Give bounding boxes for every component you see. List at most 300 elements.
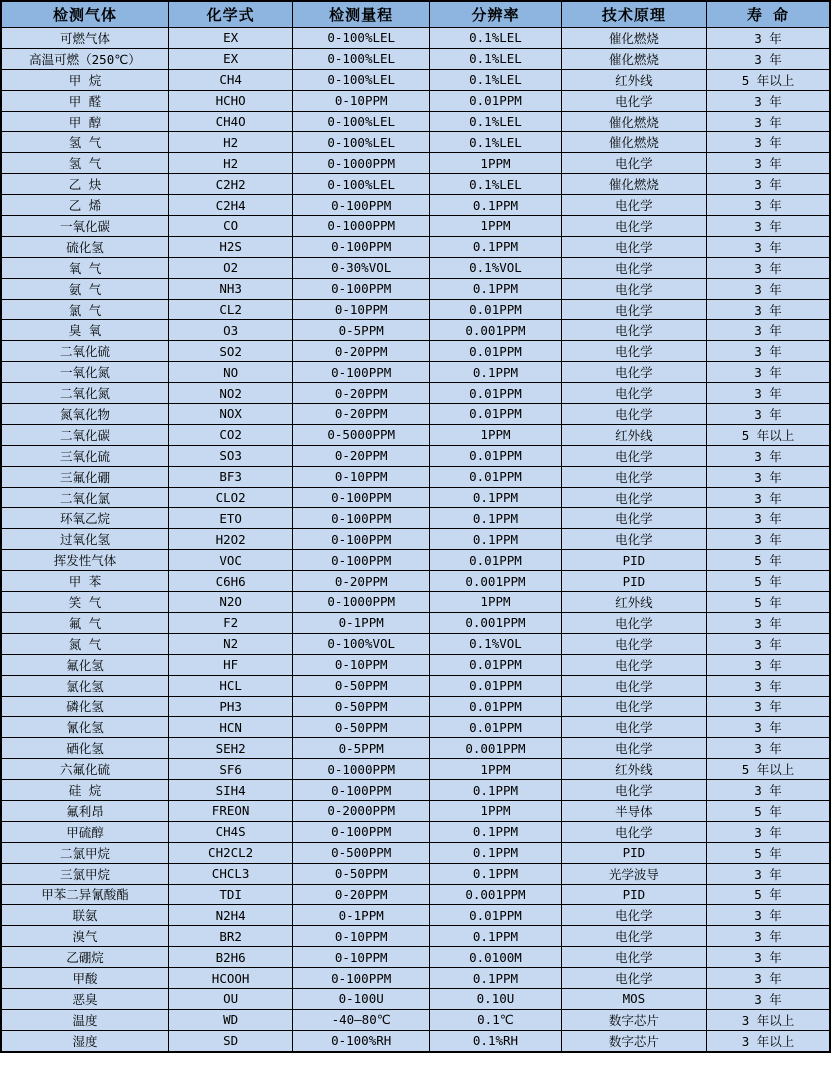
table-row	[1, 759, 830, 780]
table-cell-col0: 氮氧化物	[1, 404, 168, 425]
table-cell-col5: 3 年	[706, 508, 830, 529]
table-row	[1, 780, 830, 801]
table-row	[1, 487, 830, 508]
table-row	[1, 69, 830, 90]
table-cell-col2: 0-1000PPM	[293, 216, 430, 237]
table-cell-col4: MOS	[561, 988, 706, 1009]
table-cell-col2: 0-100PPM	[293, 529, 430, 550]
table-cell-col1: EX	[168, 28, 292, 49]
table-cell-col2: 0-1000PPM	[293, 592, 430, 613]
table-cell-col5: 3 年	[706, 654, 830, 675]
table-cell-col5: 3 年	[706, 612, 830, 633]
table-row	[1, 320, 830, 341]
table-cell-col3: 0.1PPM	[430, 508, 562, 529]
table-row	[1, 236, 830, 257]
table-cell-col1: HF	[168, 654, 292, 675]
table-cell-col5: 5 年	[706, 550, 830, 571]
table-cell-col4: 电化学	[561, 383, 706, 404]
table-cell-col3: 0.1PPM	[430, 821, 562, 842]
table-cell-col1: CH4S	[168, 821, 292, 842]
table-cell-col0: 氯化氢	[1, 675, 168, 696]
table-row	[1, 884, 830, 905]
table-cell-col4: PID	[561, 550, 706, 571]
table-cell-col1: O3	[168, 320, 292, 341]
table-cell-col3: 0.1%LEL	[430, 111, 562, 132]
table-cell-col3: 0.001PPM	[430, 884, 562, 905]
table-cell-col4: 催化燃烧	[561, 28, 706, 49]
table-cell-col0: 氟化氢	[1, 654, 168, 675]
table-cell-col0: 过氧化氢	[1, 529, 168, 550]
table-cell-col5: 3 年	[706, 195, 830, 216]
table-row	[1, 654, 830, 675]
table-cell-col3: 0.1%LEL	[430, 174, 562, 195]
table-row	[1, 842, 830, 863]
table-cell-col0: 二氯甲烷	[1, 842, 168, 863]
table-cell-col1: CH2CL2	[168, 842, 292, 863]
table-row	[1, 216, 830, 237]
table-cell-col1: HCOOH	[168, 968, 292, 989]
table-cell-col5: 3 年	[706, 362, 830, 383]
table-cell-col2: 0-1PPM	[293, 612, 430, 633]
table-cell-col2: 0-20PPM	[293, 341, 430, 362]
table-row	[1, 424, 830, 445]
table-cell-col3: 0.1PPM	[430, 529, 562, 550]
table-cell-col4: PID	[561, 884, 706, 905]
table-cell-col5: 3 年	[706, 487, 830, 508]
table-cell-col0: 二氧化硫	[1, 341, 168, 362]
table-cell-col4: 红外线	[561, 424, 706, 445]
table-cell-col5: 3 年	[706, 529, 830, 550]
table-row	[1, 675, 830, 696]
table-cell-col2: 0-100%LEL	[293, 174, 430, 195]
table-cell-col2: 0-100PPM	[293, 278, 430, 299]
table-cell-col4: 电化学	[561, 612, 706, 633]
table-cell-col0: 温度	[1, 1009, 168, 1030]
table-cell-col2: 0-50PPM	[293, 717, 430, 738]
table-row	[1, 717, 830, 738]
table-cell-col2: -40—80℃	[293, 1009, 430, 1030]
table-cell-col4: 电化学	[561, 341, 706, 362]
table-cell-col2: 0-1PPM	[293, 905, 430, 926]
table-cell-col0: 六氟化硫	[1, 759, 168, 780]
table-cell-col1: FREON	[168, 800, 292, 821]
table-cell-col2: 0-10PPM	[293, 926, 430, 947]
table-cell-col1: H2	[168, 153, 292, 174]
table-cell-col3: 0.01PPM	[430, 717, 562, 738]
table-cell-col1: SD	[168, 1030, 292, 1051]
table-cell-col3: 0.01PPM	[430, 299, 562, 320]
table-cell-col2: 0-10PPM	[293, 947, 430, 968]
table-cell-col4: 电化学	[561, 675, 706, 696]
table-cell-col3: 0.0100M	[430, 947, 562, 968]
table-cell-col1: CHCL3	[168, 863, 292, 884]
table-cell-col5: 3 年	[706, 863, 830, 884]
table-cell-col5: 5 年	[706, 800, 830, 821]
table-cell-col4: 电化学	[561, 257, 706, 278]
table-cell-col2: 0-30%VOL	[293, 257, 430, 278]
table-cell-col1: CLO2	[168, 487, 292, 508]
table-cell-col4: 数字芯片	[561, 1009, 706, 1030]
table-cell-col0: 氟 气	[1, 612, 168, 633]
table-row	[1, 1030, 830, 1051]
table-cell-col1: CO	[168, 216, 292, 237]
table-cell-col2: 0-100PPM	[293, 550, 430, 571]
table-cell-col3: 1PPM	[430, 592, 562, 613]
table-cell-col1: ETO	[168, 508, 292, 529]
table-cell-col3: 0.01PPM	[430, 90, 562, 111]
table-cell-col5: 3 年	[706, 738, 830, 759]
table-cell-col0: 氧 气	[1, 257, 168, 278]
table-cell-col0: 二氧化碳	[1, 424, 168, 445]
table-cell-col3: 0.1PPM	[430, 968, 562, 989]
table-cell-col3: 0.1PPM	[430, 780, 562, 801]
table-cell-col1: WD	[168, 1009, 292, 1030]
table-cell-col0: 氨 气	[1, 278, 168, 299]
table-cell-col0: 乙 炔	[1, 174, 168, 195]
table-cell-col0: 环氧乙烷	[1, 508, 168, 529]
table-row	[1, 28, 830, 49]
table-row	[1, 863, 830, 884]
table-cell-col1: SIH4	[168, 780, 292, 801]
table-cell-col0: 氢 气	[1, 153, 168, 174]
table-cell-col2: 0-100PPM	[293, 236, 430, 257]
table-cell-col2: 0-100%VOL	[293, 633, 430, 654]
table-cell-col5: 5 年以上	[706, 424, 830, 445]
table-cell-col4: 电化学	[561, 216, 706, 237]
table-cell-col1: C2H2	[168, 174, 292, 195]
table-cell-col4: 电化学	[561, 905, 706, 926]
table-cell-col0: 挥发性气体	[1, 550, 168, 571]
table-cell-col0: 氟利昂	[1, 800, 168, 821]
table-cell-col5: 5 年	[706, 884, 830, 905]
table-cell-col2: 0-100PPM	[293, 508, 430, 529]
table-cell-col5: 3 年	[706, 717, 830, 738]
table-cell-col1: H2S	[168, 236, 292, 257]
table-cell-col4: 电化学	[561, 780, 706, 801]
table-cell-col4: 电化学	[561, 195, 706, 216]
table-cell-col2: 0-100PPM	[293, 780, 430, 801]
column-header-0: 检测气体	[1, 1, 168, 28]
table-cell-col1: N2H4	[168, 905, 292, 926]
table-cell-col3: 0.01PPM	[430, 675, 562, 696]
table-cell-col3: 0.10U	[430, 988, 562, 1009]
table-cell-col4: 催化燃烧	[561, 111, 706, 132]
table-cell-col0: 硅 烷	[1, 780, 168, 801]
table-cell-col2: 0-50PPM	[293, 863, 430, 884]
table-cell-col1: HCL	[168, 675, 292, 696]
table-cell-col5: 3 年	[706, 132, 830, 153]
table-cell-col2: 0-1000PPM	[293, 759, 430, 780]
table-cell-col1: CL2	[168, 299, 292, 320]
table-row	[1, 341, 830, 362]
table-cell-col3: 0.1%LEL	[430, 132, 562, 153]
table-row	[1, 90, 830, 111]
table-cell-col4: 电化学	[561, 508, 706, 529]
table-cell-col0: 二氧化氯	[1, 487, 168, 508]
table-cell-col0: 高温可燃（250℃）	[1, 48, 168, 69]
table-cell-col5: 3 年以上	[706, 1030, 830, 1051]
table-cell-col5: 3 年以上	[706, 1009, 830, 1030]
table-cell-col0: 甲苯二异氰酸酯	[1, 884, 168, 905]
column-header-5: 寿 命	[706, 1, 830, 28]
table-row	[1, 48, 830, 69]
table-cell-col5: 3 年	[706, 299, 830, 320]
table-cell-col1: NO	[168, 362, 292, 383]
table-cell-col4: 电化学	[561, 236, 706, 257]
table-row	[1, 508, 830, 529]
table-cell-col4: 催化燃烧	[561, 48, 706, 69]
table-cell-col2: 0-20PPM	[293, 404, 430, 425]
table-header-row	[1, 1, 830, 28]
table-cell-col2: 0-20PPM	[293, 571, 430, 592]
table-row	[1, 800, 830, 821]
table-row	[1, 404, 830, 425]
table-cell-col3: 1PPM	[430, 153, 562, 174]
table-cell-col4: 电化学	[561, 696, 706, 717]
table-cell-col1: HCHO	[168, 90, 292, 111]
table-cell-col4: 电化学	[561, 717, 706, 738]
table-cell-col2: 0-100PPM	[293, 487, 430, 508]
table-cell-col1: N2	[168, 633, 292, 654]
table-cell-col1: SO2	[168, 341, 292, 362]
table-cell-col4: 电化学	[561, 278, 706, 299]
table-cell-col0: 硒化氢	[1, 738, 168, 759]
table-cell-col5: 3 年	[706, 926, 830, 947]
table-cell-col0: 甲 苯	[1, 571, 168, 592]
table-cell-col1: H2	[168, 132, 292, 153]
table-cell-col2: 0-100U	[293, 988, 430, 1009]
table-cell-col3: 0.1PPM	[430, 842, 562, 863]
table-cell-col1: VOC	[168, 550, 292, 571]
table-cell-col4: 电化学	[561, 404, 706, 425]
table-row	[1, 905, 830, 926]
table-cell-col1: PH3	[168, 696, 292, 717]
table-cell-col4: 电化学	[561, 90, 706, 111]
table-cell-col5: 3 年	[706, 341, 830, 362]
table-cell-col1: BR2	[168, 926, 292, 947]
table-cell-col0: 三氧化硫	[1, 445, 168, 466]
table-cell-col2: 0-100%LEL	[293, 28, 430, 49]
table-cell-col1: OU	[168, 988, 292, 1009]
table-cell-col4: 催化燃烧	[561, 174, 706, 195]
table-cell-col3: 0.001PPM	[430, 571, 562, 592]
table-cell-col2: 0-100%LEL	[293, 111, 430, 132]
table-cell-col3: 0.001PPM	[430, 738, 562, 759]
table-row	[1, 550, 830, 571]
table-cell-col1: CH4O	[168, 111, 292, 132]
table-cell-col1: EX	[168, 48, 292, 69]
table-row	[1, 278, 830, 299]
table-cell-col3: 1PPM	[430, 216, 562, 237]
table-cell-col0: 乙 烯	[1, 195, 168, 216]
table-cell-col5: 5 年以上	[706, 69, 830, 90]
table-cell-col4: 红外线	[561, 759, 706, 780]
table-cell-col3: 1PPM	[430, 424, 562, 445]
table-cell-col2: 0-50PPM	[293, 696, 430, 717]
table-cell-col0: 湿度	[1, 1030, 168, 1051]
table-cell-col1: CO2	[168, 424, 292, 445]
table-cell-col5: 3 年	[706, 780, 830, 801]
table-cell-col2: 0-100PPM	[293, 195, 430, 216]
table-cell-col5: 3 年	[706, 236, 830, 257]
table-body	[1, 28, 830, 1052]
table-cell-col5: 3 年	[706, 174, 830, 195]
table-cell-col5: 5 年以上	[706, 759, 830, 780]
table-cell-col0: 联氨	[1, 905, 168, 926]
table-row	[1, 174, 830, 195]
table-cell-col3: 0.01PPM	[430, 696, 562, 717]
table-cell-col3: 0.1PPM	[430, 362, 562, 383]
table-row	[1, 988, 830, 1009]
table-cell-col4: 电化学	[561, 299, 706, 320]
table-row	[1, 195, 830, 216]
table-cell-col4: 电化学	[561, 487, 706, 508]
table-cell-col5: 3 年	[706, 90, 830, 111]
table-cell-col0: 氰化氢	[1, 717, 168, 738]
table-cell-col4: 电化学	[561, 947, 706, 968]
table-row	[1, 466, 830, 487]
table-cell-col3: 0.1PPM	[430, 926, 562, 947]
table-cell-col1: B2H6	[168, 947, 292, 968]
table-cell-col5: 3 年	[706, 257, 830, 278]
table-cell-col2: 0-2000PPM	[293, 800, 430, 821]
table-cell-col2: 0-100PPM	[293, 968, 430, 989]
table-cell-col3: 0.1%VOL	[430, 633, 562, 654]
table-row	[1, 571, 830, 592]
table-cell-col0: 笑 气	[1, 592, 168, 613]
table-cell-col3: 0.1PPM	[430, 195, 562, 216]
header-row	[1, 1, 830, 28]
table-cell-col1: F2	[168, 612, 292, 633]
table-cell-col4: 红外线	[561, 592, 706, 613]
table-cell-col3: 0.01PPM	[430, 466, 562, 487]
table-row	[1, 153, 830, 174]
table-cell-col1: SEH2	[168, 738, 292, 759]
table-cell-col0: 氢 气	[1, 132, 168, 153]
table-cell-col3: 0.1%LEL	[430, 48, 562, 69]
table-cell-col3: 0.1%LEL	[430, 28, 562, 49]
table-row	[1, 132, 830, 153]
table-cell-col0: 溴气	[1, 926, 168, 947]
table-cell-col1: N2O	[168, 592, 292, 613]
table-cell-col5: 3 年	[706, 111, 830, 132]
table-cell-col3: 1PPM	[430, 759, 562, 780]
table-cell-col5: 3 年	[706, 947, 830, 968]
table-cell-col3: 0.1%LEL	[430, 69, 562, 90]
table-cell-col4: 电化学	[561, 529, 706, 550]
table-cell-col0: 三氟化硼	[1, 466, 168, 487]
table-cell-col3: 0.1PPM	[430, 236, 562, 257]
table-cell-col0: 一氧化碳	[1, 216, 168, 237]
table-cell-col0: 二氧化氮	[1, 383, 168, 404]
table-cell-col2: 0-20PPM	[293, 445, 430, 466]
table-cell-col2: 0-5PPM	[293, 320, 430, 341]
table-cell-col2: 0-100%LEL	[293, 69, 430, 90]
table-cell-col1: TDI	[168, 884, 292, 905]
table-cell-col4: 电化学	[561, 654, 706, 675]
table-cell-col0: 氮 气	[1, 633, 168, 654]
table-cell-col5: 3 年	[706, 404, 830, 425]
table-cell-col4: PID	[561, 571, 706, 592]
table-cell-col3: 0.1PPM	[430, 863, 562, 884]
table-row	[1, 257, 830, 278]
table-cell-col4: 电化学	[561, 466, 706, 487]
table-cell-col3: 0.01PPM	[430, 905, 562, 926]
table-cell-col3: 0.01PPM	[430, 341, 562, 362]
table-row	[1, 299, 830, 320]
table-cell-col0: 甲硫醇	[1, 821, 168, 842]
table-row	[1, 111, 830, 132]
table-row	[1, 362, 830, 383]
table-cell-col1: C6H6	[168, 571, 292, 592]
table-cell-col2: 0-100%RH	[293, 1030, 430, 1051]
table-cell-col2: 0-10PPM	[293, 90, 430, 111]
table-cell-col2: 0-100PPM	[293, 821, 430, 842]
table-cell-col1: HCN	[168, 717, 292, 738]
table-cell-col1: H2O2	[168, 529, 292, 550]
table-cell-col2: 0-100%LEL	[293, 132, 430, 153]
table-row	[1, 968, 830, 989]
table-cell-col5: 5 年	[706, 592, 830, 613]
table-cell-col3: 0.1℃	[430, 1009, 562, 1030]
table-cell-col4: 电化学	[561, 362, 706, 383]
table-row	[1, 592, 830, 613]
table-cell-col1: NOX	[168, 404, 292, 425]
table-cell-col5: 3 年	[706, 445, 830, 466]
table-cell-col0: 臭 氧	[1, 320, 168, 341]
table-cell-col4: 数字芯片	[561, 1030, 706, 1051]
table-cell-col4: 电化学	[561, 445, 706, 466]
table-cell-col4: 电化学	[561, 926, 706, 947]
table-cell-col1: C2H4	[168, 195, 292, 216]
column-header-4: 技术原理	[561, 1, 706, 28]
table-cell-col2: 0-5PPM	[293, 738, 430, 759]
table-cell-col2: 0-20PPM	[293, 884, 430, 905]
table-cell-col4: 电化学	[561, 633, 706, 654]
table-row	[1, 947, 830, 968]
column-header-2: 检测量程	[293, 1, 430, 28]
table-cell-col4: 光学波导	[561, 863, 706, 884]
table-cell-col2: 0-500PPM	[293, 842, 430, 863]
table-row	[1, 383, 830, 404]
table-cell-col0: 三氯甲烷	[1, 863, 168, 884]
table-cell-col3: 0.1PPM	[430, 278, 562, 299]
table-row	[1, 1009, 830, 1030]
table-row	[1, 738, 830, 759]
table-cell-col3: 0.1%VOL	[430, 257, 562, 278]
table-cell-col2: 0-1000PPM	[293, 153, 430, 174]
table-cell-col5: 3 年	[706, 675, 830, 696]
table-row	[1, 612, 830, 633]
table-cell-col4: 催化燃烧	[561, 132, 706, 153]
table-cell-col3: 0.01PPM	[430, 404, 562, 425]
table-row	[1, 529, 830, 550]
table-cell-col4: 电化学	[561, 821, 706, 842]
table-cell-col5: 3 年	[706, 466, 830, 487]
table-cell-col5: 3 年	[706, 28, 830, 49]
table-cell-col3: 0.01PPM	[430, 550, 562, 571]
table-cell-col2: 0-100PPM	[293, 362, 430, 383]
table-cell-col5: 5 年	[706, 571, 830, 592]
table-cell-col1: NH3	[168, 278, 292, 299]
table-cell-col1: SO3	[168, 445, 292, 466]
table-cell-col4: 半导体	[561, 800, 706, 821]
table-cell-col4: 电化学	[561, 320, 706, 341]
table-cell-col5: 3 年	[706, 216, 830, 237]
table-cell-col2: 0-100%LEL	[293, 48, 430, 69]
table-cell-col2: 0-10PPM	[293, 299, 430, 320]
table-cell-col5: 3 年	[706, 278, 830, 299]
